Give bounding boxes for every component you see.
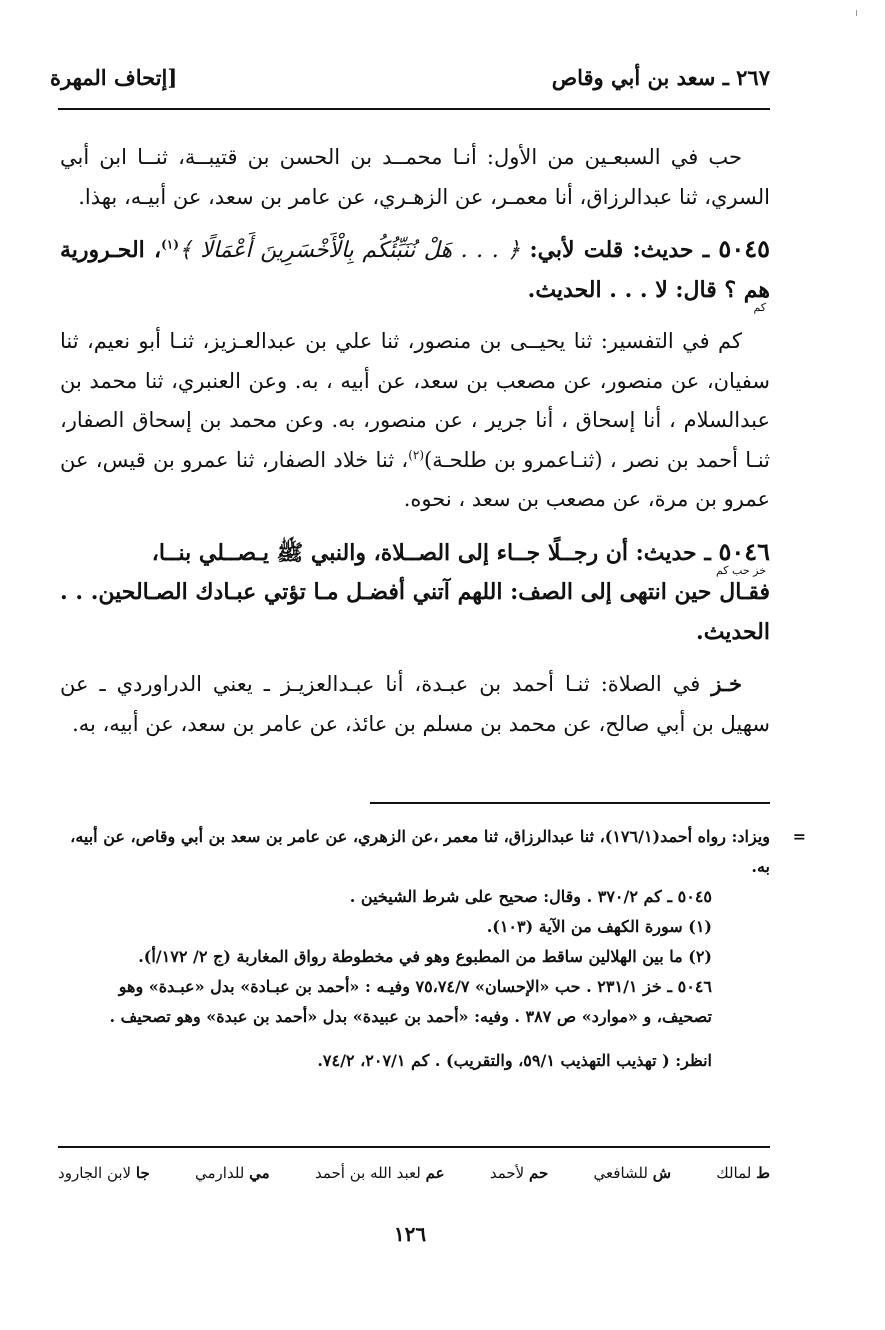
entry-number: ٥٠٤٦: [718, 536, 770, 566]
running-header: [50, 60, 770, 94]
footnotes: [60, 822, 806, 1076]
legend-item: عم لعبد الله بن أحمد: [314, 1164, 445, 1182]
source-abbr: خـز: [711, 671, 742, 696]
main-text: [60, 138, 770, 756]
legend-item: ش للشافعي: [593, 1164, 672, 1182]
hadith-entry-5045: [60, 229, 770, 314]
footnote-ref: (٢): [408, 447, 425, 462]
footnote-5046: ٥٠٤٦ ـ خز ٢٣١/١ . حب «الإحسان» ٧٥،٧٤/٧ وفيـه : «أحمد بن عبـادة» بدل «عبـدة» وهو تصحيف، و «موارد» ص ٣٨٧ . وفيه: «أحمد بن عبيدة» بدل «أحمد بن عبدة» وهو تصحيف .: [109, 977, 712, 1026]
book-title: [إتحاف المهرة: [50, 64, 178, 90]
entry-number: ٥٠٤٥: [718, 234, 770, 263]
abbreviation-legend: [58, 1164, 770, 1182]
footnote-2: (٢) ما بين الهلالين ساقط من المطبوع وهو في مخطوطة رواق المغاربة (ج ٢/ ١٧٢/أ).: [138, 947, 712, 966]
footnote-text: ويزاد: رواه أحمد(١٧٦/١)، ثنا عبدالرزاق، ثنا معمر ،عن الزهري، عن عامر بن سعد بن أبي وقاص، عن أبيه، به.: [70, 827, 770, 876]
footnote-ref: (١): [161, 237, 179, 252]
legend-item: مي للدارمي: [195, 1164, 270, 1182]
paragraph-hibban: حب في السبعـين من الأول: أنـا محمــد بن الحسن بن قتيبــة، ثنــا ابن أبي السري، ثنا عبدالرزاق، أنا معمـر، عن الزهـري، عن عامر بن سعد، عن أبيـه، بهذا.: [60, 145, 770, 209]
header-rule: [58, 108, 770, 110]
footnote-see-also: انظر: ( تهذيب التهذيب ٥٩/١، والتقريب) . كم ٢٠٧/١، ٧٤/٢.: [317, 1051, 712, 1070]
footnote-5045: ٥٠٤٥ ـ كم ٣٧٠/٢ . وقال: صحيح على شرط الشيخين .: [349, 887, 712, 906]
legend-item: حم لأحمد: [489, 1164, 549, 1182]
footnote-rule: [370, 802, 770, 804]
legend-rule: [58, 1146, 770, 1148]
legend-item: جا لابن الجارود: [58, 1164, 150, 1182]
edge-mark: [856, 10, 857, 16]
entry-lead: ـ حديث: قلت لأبي:: [529, 237, 710, 263]
footnote-1: (١) سورة الكهف من الآية (١٠٣).: [486, 917, 712, 936]
paragraph-khuzaymah: [60, 664, 770, 744]
paragraph-hakim: [60, 322, 770, 520]
legend-item: ط لمالك: [716, 1164, 770, 1182]
chapter-title: ٢٦٧ ـ سعد بن أبي وقاص: [551, 64, 770, 90]
entry-rest: ، الحـرورية هم ؟ قال: لا . . . الحديث.: [60, 237, 770, 303]
paragraph-text-rest: ، ثنا خلاد الصفار، ثنا عمرو بن قيس، عن عمرو بن مرة، عن مصعب بن سعد ، نحوه.: [60, 447, 770, 511]
paragraph-text: في الصلاة: ثنـا أحمد بن عبـدة، أنا عبـدالعزيـز ـ يعني الدراوردي ـ عن سهيل بن أبي صالح، عن محمد بن مسلم بن عائذ، عن عامر بن سعد، عن أبيه، به.: [60, 672, 770, 736]
footnote-continuation: [60, 822, 806, 882]
source-siglum: خز حب كم: [715, 564, 766, 577]
entry-text: ـ حديث: أن رجــلًا جــاء إلى الصــلاة، والنبي ﷺ يـصــلي بنــا،: [151, 539, 711, 566]
page-number: ١٢٦: [393, 1222, 427, 1246]
source-siglum: كم: [753, 301, 766, 314]
continuation-mark: =: [792, 827, 806, 846]
paragraph-text: كم في التفسير: ثنا يحيــى بن منصور، ثنا علي بن عبدالعـزيز، ثنـا أبو نعيم، ثنا سفيان، عن منصور، عن مصعب بن سعد، عن أبيه ، به. وعن العنبري، ثنا محمد بن عبدالسلام ، أنا إسحاق ، أنا جرير ، عن منصور، به. وعن محمد بن إسحاق الصفار، ثنـا أحمد بن نصر ، (ثنـاعمرو بن طلحـة): [60, 329, 770, 472]
entry-text-2: فقـال حين انتهى إلى الصف: اللهم آتني أفضـل مـا تؤتي عبـادك الصـالحين. . . الحديث.: [60, 579, 770, 645]
quran-quote: ﴿ . . . هَلْ نُنَبِّئُكُم بِالْأَخْسَرِينَ أَعْمَالًا ﴾: [178, 238, 521, 263]
hadith-entry-5046: [60, 532, 770, 653]
